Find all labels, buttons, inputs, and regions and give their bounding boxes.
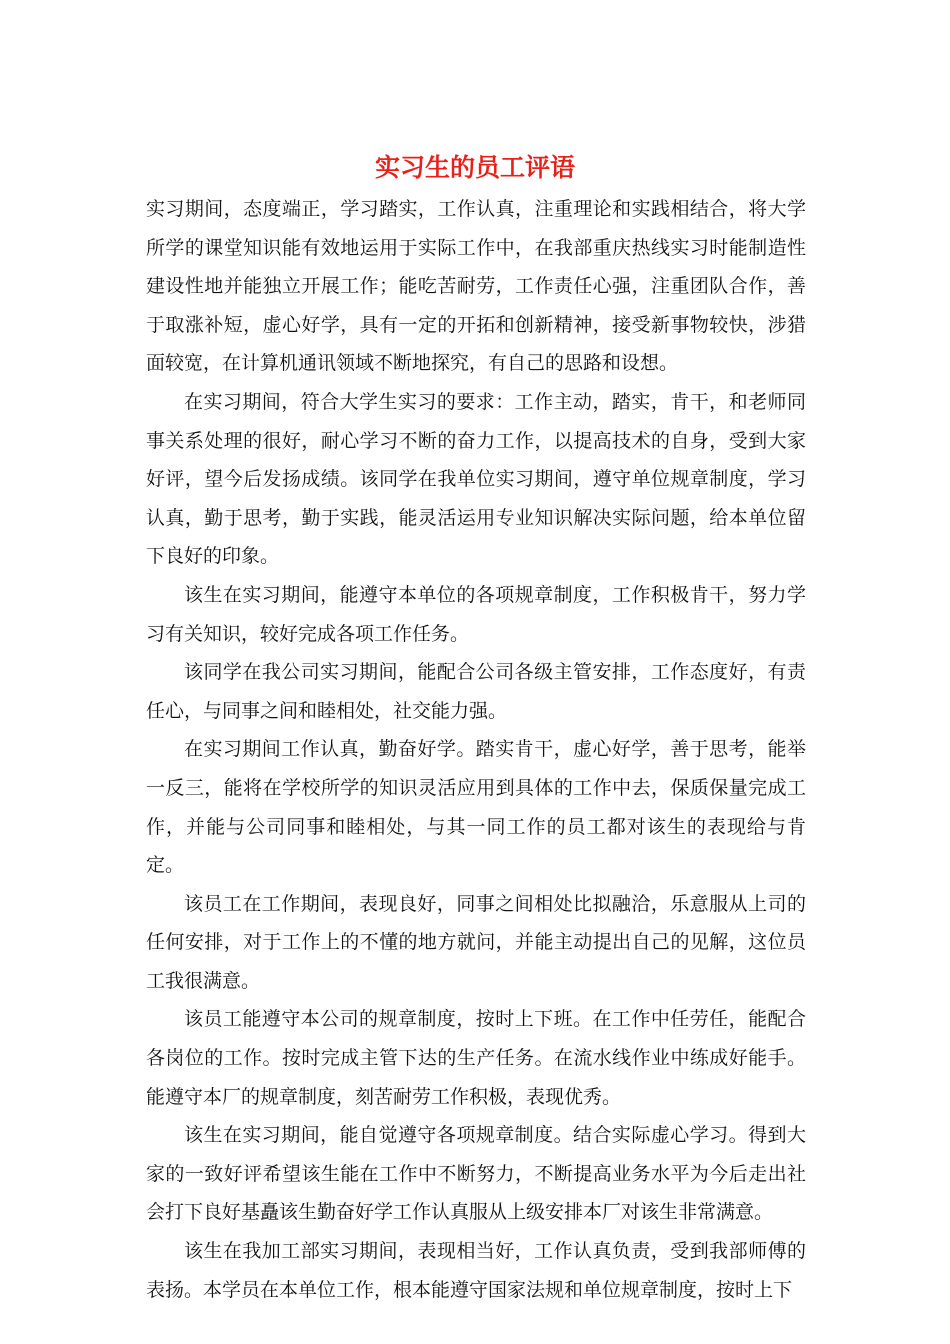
paragraph-8: 该生在实习期间，能自觉遵守各项规章制度。结合实际虚心学习。得到大家的一致好评希望该生能在工作中不断努力，不断提高业务水平为今后走出社会打下良好基矗该生勤奋好学工作认真服从上级安排本厂对该生非常满意。: [146, 1124, 806, 1224]
paragraph-1: 实习期间，态度端正，学习踏实，工作认真，注重理论和实践相结合，将大学所学的课堂知识能有效地运用于实际工作中，在我部重庆热线实习时能制造性建设性地并能独立开展工作；能吃苦耐劳，工作责任心强，注重团队合作，善于取涨补短，虚心好学，具有一定的开拓和创新精神，接受新事物较快，涉猎面较宽，在计算机通讯领域不断地探究，有自己的思路和设想。: [146, 198, 806, 375]
paragraph-2: 在实习期间，符合大学生实习的要求：工作主动，踏实，肯干，和老师同事关系处理的很好，耐心学习不断的奋力工作，以提高技术的自身，受到大家好评，望今后发扬成绩。该同学在我单位实习期间，遵守单位规章制度，学习认真，勤于思考，勤于实践，能灵活运用专业知识解决实际问题，给本单位留下良好的印象。: [146, 390, 806, 568]
paragraph-6: 该员工在工作期间，表现良好，同事之间相处比拟融洽，乐意服从上司的任何安排，对于工作上的不懂的地方就问，并能主动提出自己的见解，这位员工我很满意。: [146, 892, 806, 992]
paragraph-3: 该生在实习期间，能遵守本单位的各项规章制度，工作积极肯干，努力学习有关知识，较好完成各项工作任务。: [146, 583, 806, 645]
document-body: [146, 190, 806, 1309]
paragraph-4: 该同学在我公司实习期间，能配合公司各级主管安排，工作态度好，有责任心，与同事之间和睦相处，社交能力强。: [146, 661, 806, 722]
document-title: 实习生的员工评语: [374, 153, 575, 182]
paragraph-5: 在实习期间工作认真，勤奋好学。踏实肯干，虚心好学，善于思考，能举一反三，能将在学校所学的知识灵活应用到具体的工作中去，保质保量完成工作，并能与公司同事和睦相处，与其一同工作的员工都对该生的表现给与肯定。: [146, 738, 806, 877]
paragraph-9: 该生在我加工部实习期间，表现相当好，工作认真负责，受到我部师傅的表扬。本学员在本单位工作，根本能遵守国家法规和单位规章制度，按时上下: [146, 1240, 806, 1301]
paragraph-7: 该员工能遵守本公司的规章制度，按时上下班。在工作中任劳任，能配合各岗位的工作。按时完成主管下达的生产任务。在流水线作业中练成好能手。能遵守本厂的规章制度，刻苦耐劳工作积极，表现优秀。: [146, 1008, 806, 1108]
